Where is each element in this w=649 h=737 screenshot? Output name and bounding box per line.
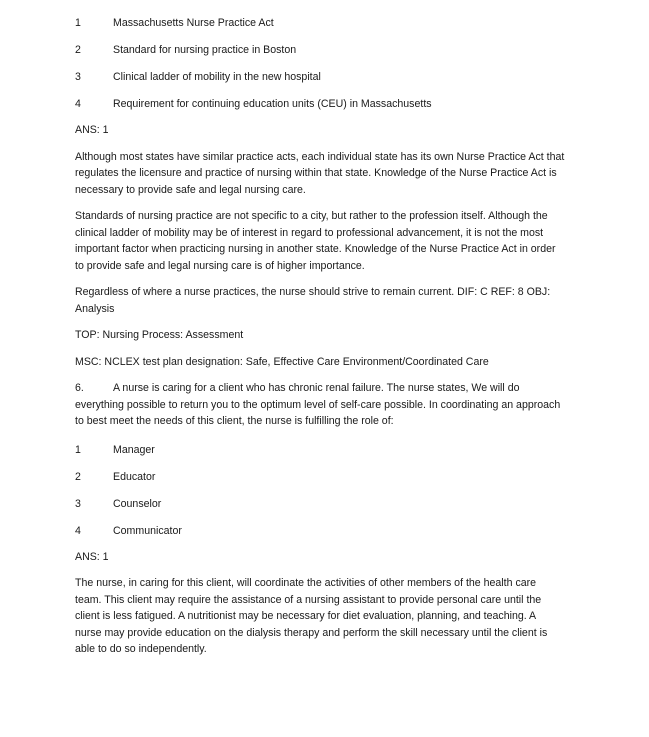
q5-topic: TOP: Nursing Process: Assessment bbox=[75, 329, 244, 341]
q6-answer: ANS: 1 bbox=[75, 550, 109, 563]
option-number: 3 bbox=[75, 71, 81, 83]
rationale-line: clinical ladder of mobility may be of interest in regard to professional advancement, it is not the most bbox=[75, 226, 544, 239]
rationale-line: Standards of nursing practice are not specific to a city, but rather to the profession itself. Although the bbox=[75, 210, 548, 222]
stem-line: everything possible to return you to the optimum level of self-care possible. In coordinating an approach bbox=[75, 398, 561, 411]
option-number: 3 bbox=[75, 497, 81, 510]
rationale-line: to provide safe and legal nursing care is of higher importance. bbox=[75, 259, 365, 272]
q5-option-1 bbox=[75, 15, 575, 31]
q5-option-4 bbox=[75, 96, 575, 112]
rationale-line: Regardless of where a nurse practices, the nurse should strive to remain current. DIF: C REF: 8 OBJ: bbox=[75, 286, 551, 298]
q5-rationale-1 bbox=[75, 149, 575, 199]
q6-option-3 bbox=[75, 496, 575, 512]
option-number: 1 bbox=[75, 17, 81, 29]
q6-stem bbox=[75, 380, 575, 430]
rationale-line: The nurse, in caring for this client, will coordinate the activities of other members of the health care bbox=[75, 577, 537, 589]
option-number: 4 bbox=[75, 524, 81, 537]
rationale-line: important factor when practicing nursing in another state. Knowledge of the Nurse Practice Act in order bbox=[75, 243, 556, 255]
rationale-line: client is less fatigued. A nutritionist may be necessary for diet evaluation, planning, and teaching. A bbox=[75, 610, 537, 622]
option-text: Standard for nursing practice in Boston bbox=[113, 44, 297, 56]
q6-options bbox=[75, 442, 575, 539]
q6-rationale bbox=[75, 575, 575, 658]
rationale-line: team. This client may require the assistance of a nursing assistant to provide personal care until the bbox=[75, 593, 542, 606]
question-number: 6. bbox=[75, 382, 84, 394]
option-number: 2 bbox=[75, 470, 81, 483]
stem-line: to best meet the needs of this client, the nurse is fulfilling the role of: bbox=[75, 415, 394, 427]
option-text: Requirement for continuing education units (CEU) in Massachusetts bbox=[113, 98, 432, 110]
option-text: Clinical ladder of mobility in the new hospital bbox=[113, 71, 321, 83]
rationale-line: nurse may provide education on the dialysis therapy and perform the skill necessary until the client is bbox=[75, 626, 548, 639]
option-text: Massachusetts Nurse Practice Act bbox=[113, 17, 274, 29]
q5-msc: MSC: NCLEX test plan designation: Safe, Effective Care Environment/Coordinated Care bbox=[75, 355, 489, 368]
option-number: 1 bbox=[75, 443, 81, 456]
q6-option-1 bbox=[75, 442, 575, 458]
document-page bbox=[75, 15, 575, 658]
q5-answer: ANS: 1 bbox=[75, 124, 109, 136]
q6-option-2 bbox=[75, 469, 575, 485]
q5-option-3 bbox=[75, 69, 575, 85]
q6-option-4 bbox=[75, 523, 575, 539]
rationale-line: Analysis bbox=[75, 302, 115, 315]
stem-line: A nurse is caring for a client who has chronic renal failure. The nurse states, We will do bbox=[113, 382, 520, 394]
option-text: Educator bbox=[113, 470, 156, 483]
rationale-line: able to do so independently. bbox=[75, 643, 207, 655]
option-text: Counselor bbox=[113, 497, 162, 510]
rationale-line: regulates the licensure and practice of nursing within that state. Knowledge of the Nurse Practice Act is bbox=[75, 167, 557, 179]
q5-rationale-3 bbox=[75, 284, 575, 317]
option-number: 4 bbox=[75, 98, 81, 110]
q5-rationale-2 bbox=[75, 208, 575, 274]
option-text: Manager bbox=[113, 443, 155, 456]
rationale-line: Although most states have similar practice acts, each individual state has its own Nurse Practice Act that bbox=[75, 150, 565, 163]
option-text: Communicator bbox=[113, 524, 182, 537]
rationale-line: necessary to provide safe and legal nursing care. bbox=[75, 183, 306, 196]
option-number: 2 bbox=[75, 44, 81, 56]
q5-option-2 bbox=[75, 42, 575, 58]
q5-options bbox=[75, 15, 575, 112]
